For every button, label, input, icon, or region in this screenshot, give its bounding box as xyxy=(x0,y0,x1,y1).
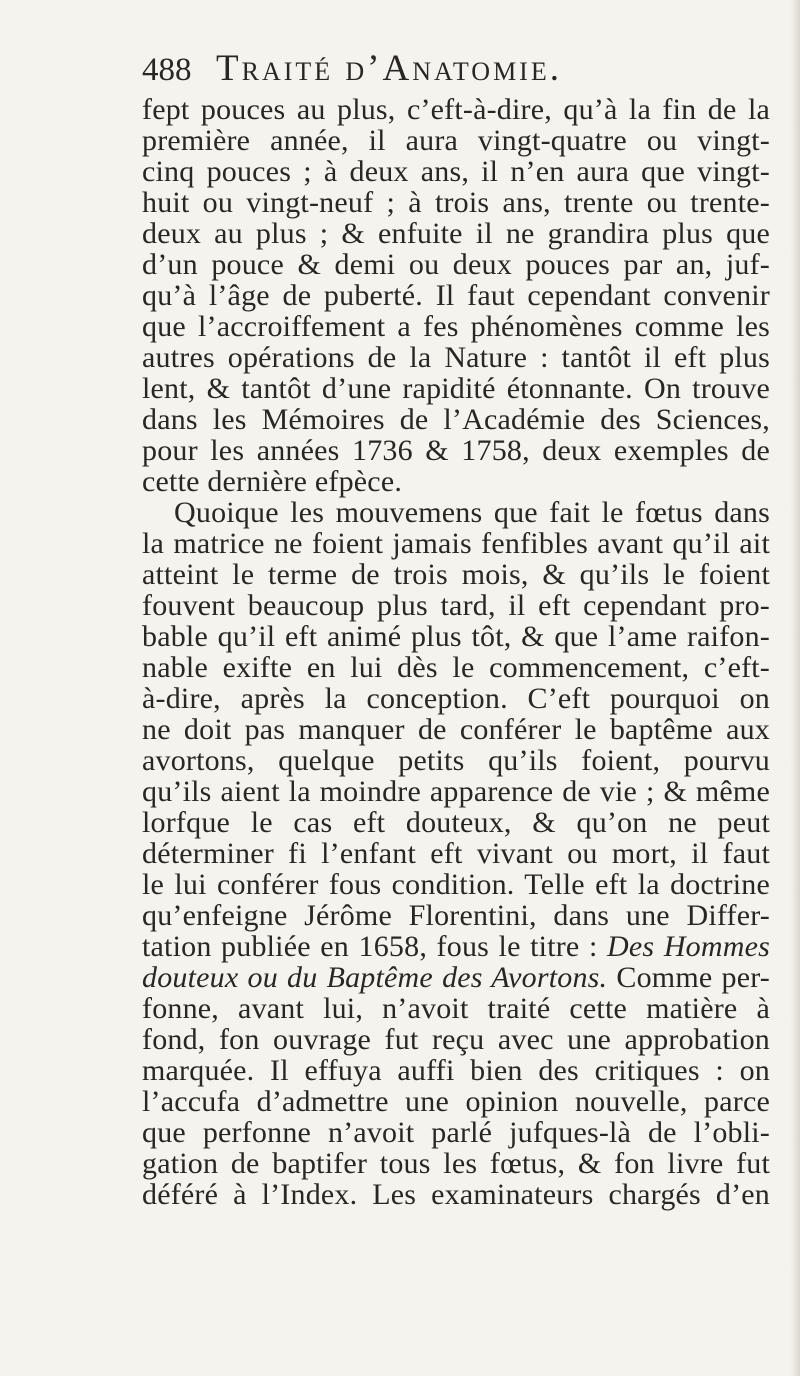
text-line: huit ou vingt-neuf ; à trois ans, trente ou trente- xyxy=(142,186,770,219)
page-number: 488 xyxy=(142,52,192,88)
text-segment: tation publiée en 1658, fous le titre : xyxy=(142,930,598,963)
text-line: qu’à l’âge de puberté. Il faut cependant convenir xyxy=(142,279,770,312)
text-line-with-title xyxy=(142,962,770,993)
text-line-with-title xyxy=(142,931,770,962)
text-line: fept pouces au plus, c’eft-à-dire, qu’à la fin de la xyxy=(142,93,770,126)
text-line: d’un pouce & demi ou deux pouces par an, juf- xyxy=(142,248,770,281)
text-line: ne doit pas manquer de conférer le baptême aux xyxy=(142,713,770,746)
paragraph-start-line: Quoique les mouvemens que fait le fœtus dans xyxy=(174,496,770,529)
text-line: que perfonne n’avoit parlé jufques-là de l’obli- xyxy=(142,1116,770,1149)
running-head xyxy=(142,44,762,94)
text-line: fonne, avant lui, n’avoit traité cette matière à xyxy=(142,992,770,1025)
paragraph-end-line: cette dernière efpèce. xyxy=(142,465,403,498)
text-line: la matrice ne foient jamais fenfibles avant qu’il ait xyxy=(142,527,770,560)
text-line: qu’enfeigne Jérôme Florentini, dans une Differ- xyxy=(142,899,770,932)
text-line: fond, fon ouvrage fut reçu avec une approbation xyxy=(142,1023,770,1056)
running-title: Traité d’Anatomie. xyxy=(216,48,562,89)
text-line: autres opérations de la Nature : tantôt il eft plus xyxy=(142,341,770,374)
book-title-italic: Des Hommes xyxy=(607,930,770,963)
text-line: fouvent beaucoup plus tard, il eft cependant pro- xyxy=(142,589,770,622)
text-line: l’accufa d’admettre une opinion nouvelle, parce xyxy=(142,1085,770,1118)
text-line: le lui conférer fous condition. Telle eft la doctrine xyxy=(142,868,770,901)
text-line: deux au plus ; & enfuite il ne grandira plus que xyxy=(142,217,770,250)
text-line: déterminer fi l’enfant eft vivant ou mort, il faut xyxy=(142,837,770,870)
text-line: dans les Mémoires de l’Académie des Sciences, xyxy=(142,403,770,436)
text-line: à-dire, après la conception. C’eft pourquoi on xyxy=(142,682,770,715)
text-line: lorfque le cas eft douteux, & qu’on ne peut xyxy=(142,806,770,839)
page-edge-shadow xyxy=(790,0,800,1376)
text-line: qu’ils aient la moindre apparence de vie ; & même xyxy=(142,775,770,808)
book-title-italic: douteux ou xyxy=(142,961,278,994)
text-line: bable qu’il eft animé plus tôt, & que l’ame raifon- xyxy=(142,620,770,653)
body-text xyxy=(142,94,770,1210)
text-line: lent, & tantôt d’une rapidité étonnante. On trouve xyxy=(142,372,770,405)
text-line: marquée. Il effuya auffi bien des critiques : on xyxy=(142,1054,770,1087)
text-segment: Comme per- xyxy=(616,961,771,994)
text-line: gation de baptifer tous les fœtus, & fon livre fut xyxy=(142,1147,770,1180)
text-line: nable exifte en lui dès le commencement, c’eft- xyxy=(142,651,770,684)
book-title-italic: du Baptême des Avortons. xyxy=(287,961,608,994)
text-line: avortons, quelque petits qu’ils foient, pourvu xyxy=(142,744,770,777)
text-line: cinq pouces ; à deux ans, il n’en aura que vingt- xyxy=(142,155,770,188)
text-line: pour les années 1736 & 1758, deux exemples de xyxy=(142,434,770,467)
text-line: atteint le terme de trois mois, & qu’ils le foient xyxy=(142,558,770,591)
text-line: que l’accroiffement a fes phénomènes comme les xyxy=(142,310,770,343)
text-line: déféré à l’Index. Les examinateurs chargés d’en xyxy=(142,1178,770,1211)
text-line: première année, il aura vingt-quatre ou vingt- xyxy=(142,124,770,157)
